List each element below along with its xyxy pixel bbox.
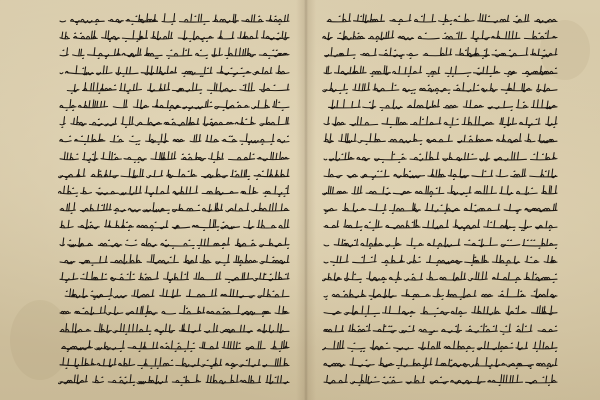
calligraphy-stroke <box>324 65 557 76</box>
script-line <box>322 287 558 301</box>
calligraphy-stroke <box>60 117 289 128</box>
script-line <box>322 81 558 95</box>
script-line <box>322 184 558 198</box>
script-line <box>322 253 558 267</box>
calligraphy-stroke <box>324 237 557 248</box>
script-line <box>322 64 558 78</box>
script-line <box>58 304 290 318</box>
script-line <box>322 201 558 215</box>
script-line <box>58 201 290 215</box>
calligraphy-stroke <box>323 82 557 93</box>
script-line <box>58 81 290 95</box>
calligraphy-stroke <box>324 254 557 265</box>
calligraphy-stroke <box>65 289 289 300</box>
script-line <box>58 253 290 267</box>
calligraphy-stroke <box>60 203 289 214</box>
script-line <box>322 132 558 146</box>
script-line <box>58 132 290 146</box>
script-line <box>58 150 290 164</box>
script-line <box>322 98 558 112</box>
script-line <box>58 46 290 60</box>
right-page-text-block <box>322 8 558 400</box>
script-line <box>322 218 558 232</box>
calligraphy-stroke <box>324 203 557 214</box>
left-page-text-block <box>58 8 290 400</box>
calligraphy-stroke <box>324 220 557 231</box>
calligraphy-stroke <box>60 358 289 369</box>
calligraphy-stroke <box>60 220 289 231</box>
calligraphy-stroke <box>322 340 557 351</box>
calligraphy-stroke <box>60 306 289 317</box>
calligraphy-stroke <box>60 323 289 334</box>
script-line <box>58 270 290 284</box>
calligraphy-stroke <box>324 323 557 334</box>
calligraphy-stroke <box>324 358 557 369</box>
script-line <box>58 29 290 43</box>
script-line <box>58 236 290 250</box>
script-line <box>322 150 558 164</box>
script-line <box>322 12 558 26</box>
script-line <box>58 356 290 370</box>
calligraphy-stroke <box>58 186 289 197</box>
calligraphy-stroke <box>60 151 289 162</box>
script-line <box>322 236 558 250</box>
script-line <box>322 339 558 353</box>
calligraphy-stroke <box>324 306 557 317</box>
script-line <box>322 270 558 284</box>
calligraphy-stroke <box>67 82 289 93</box>
calligraphy-stroke <box>324 168 557 179</box>
calligraphy-stroke <box>60 134 289 145</box>
calligraphy-stroke <box>62 340 289 351</box>
calligraphy-stroke <box>58 168 289 179</box>
calligraphy-stroke <box>60 237 289 248</box>
script-line <box>58 287 290 301</box>
script-line <box>58 167 290 181</box>
calligraphy-stroke <box>60 48 289 59</box>
script-line <box>322 304 558 318</box>
script-line <box>58 339 290 353</box>
calligraphy-stroke <box>324 289 557 300</box>
script-line <box>58 373 290 387</box>
script-line <box>58 64 290 78</box>
calligraphy-stroke <box>329 100 558 111</box>
calligraphy-stroke <box>60 100 289 111</box>
calligraphy-stroke <box>58 375 289 386</box>
calligraphy-stroke <box>60 254 289 265</box>
script-line <box>58 184 290 198</box>
script-line <box>322 29 558 43</box>
calligraphy-stroke <box>60 31 289 42</box>
script-line <box>322 356 558 370</box>
script-line <box>58 322 290 336</box>
calligraphy-stroke <box>60 14 289 25</box>
script-line <box>322 322 558 336</box>
calligraphy-stroke <box>324 375 557 386</box>
calligraphy-stroke <box>322 272 557 283</box>
script-line <box>322 115 558 129</box>
calligraphy-stroke <box>323 31 557 42</box>
calligraphy-stroke <box>324 151 557 162</box>
script-line <box>58 218 290 232</box>
script-line <box>58 115 290 129</box>
script-line <box>322 167 558 181</box>
book-gutter <box>296 0 316 400</box>
calligraphy-stroke <box>322 186 557 197</box>
calligraphy-stroke <box>327 14 557 25</box>
script-line <box>322 46 558 60</box>
calligraphy-stroke <box>60 272 289 283</box>
script-line <box>58 12 290 26</box>
script-line <box>322 373 558 387</box>
calligraphy-stroke <box>325 48 558 59</box>
calligraphy-stroke <box>324 134 557 145</box>
script-line <box>58 98 290 112</box>
calligraphy-stroke <box>60 65 289 76</box>
calligraphy-stroke <box>324 117 557 128</box>
